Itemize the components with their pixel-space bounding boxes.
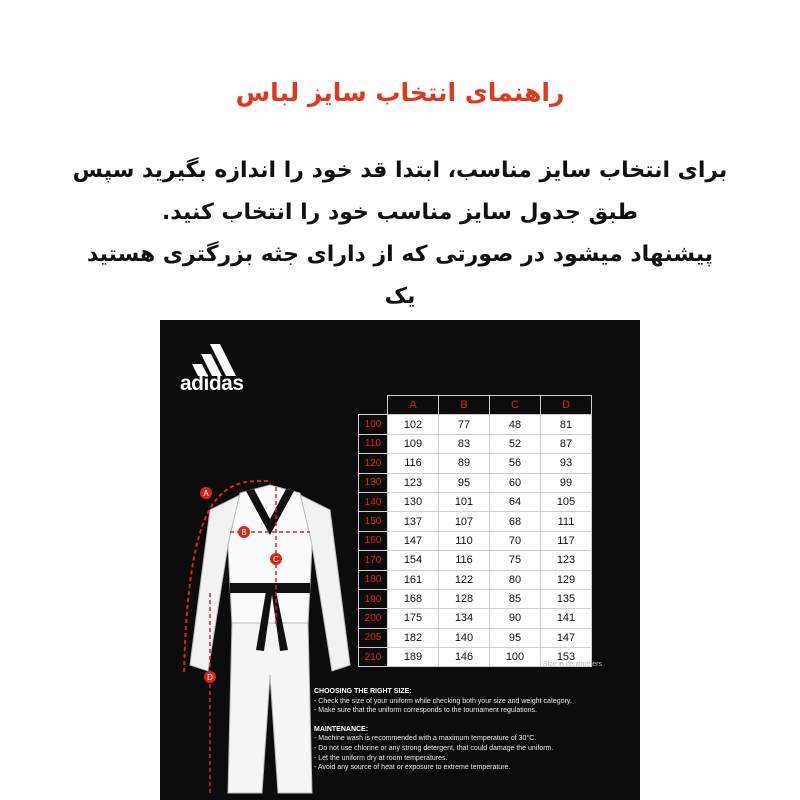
size-label: 100 — [359, 415, 388, 434]
table-cell: 129 — [541, 570, 592, 589]
table-cell: 52 — [490, 434, 541, 453]
table-row — [359, 454, 592, 473]
table-cell: 182 — [388, 628, 439, 647]
table-cell: 140 — [439, 628, 490, 647]
size-label: 110 — [359, 434, 388, 453]
measure-label-b: B — [241, 528, 247, 537]
table-cell: 161 — [388, 570, 439, 589]
measure-label-c: C — [273, 555, 279, 564]
table-cell: 89 — [439, 454, 490, 473]
table-cell: 189 — [388, 648, 439, 667]
table-cell: 154 — [388, 551, 439, 570]
table-cell: 175 — [388, 609, 439, 628]
page-title: راهنمای انتخاب سایز لباس — [235, 78, 565, 107]
size-label: 210 — [359, 648, 388, 667]
note-item: - Make sure that the uniform corresponds to the tournament regulations. — [314, 707, 537, 715]
table-cell: 116 — [439, 551, 490, 570]
table-cell: 80 — [490, 570, 541, 589]
table-cell: 56 — [490, 454, 541, 473]
table-cell: 102 — [388, 415, 439, 434]
table-cell: 95 — [439, 473, 490, 492]
table-row — [359, 492, 592, 511]
note-item: - Do not use chlorine or any strong detergent, that could damage the uniform. — [314, 744, 554, 752]
note-item: - Avoid any source of heat or exposure to extreme temperature. — [314, 764, 511, 772]
table-cell: 107 — [439, 512, 490, 531]
table-cell: 135 — [541, 589, 592, 608]
instruction-line: برای انتخاب سایز مناسب، ابتدا قد خود را اندازه بگیرید سپس — [72, 158, 728, 183]
instruction-line: طبق جدول سایز مناسب خود را انتخاب کنید. — [161, 200, 639, 225]
size-label: 120 — [359, 454, 388, 473]
table-cell: 75 — [490, 551, 541, 570]
size-label: 205 — [359, 628, 388, 647]
table-cell: 48 — [490, 415, 541, 434]
table-row — [359, 551, 592, 570]
table-cell: 90 — [490, 609, 541, 628]
note-item: - Machine wash is recommended with a maximum temperature of 30°C. — [314, 735, 537, 743]
table-cell: 99 — [541, 473, 592, 492]
table-cell: 93 — [541, 454, 592, 473]
table-cell: 111 — [541, 512, 592, 531]
table-cell: 60 — [490, 473, 541, 492]
table-cell: 128 — [439, 589, 490, 608]
table-cell: 110 — [439, 531, 490, 550]
size-label: 140 — [359, 492, 388, 511]
table-cell: 153 — [541, 648, 592, 667]
table-cell: 100 — [490, 648, 541, 667]
table-cell: 123 — [541, 551, 592, 570]
table-cell: 68 — [490, 512, 541, 531]
table-cell: 87 — [541, 434, 592, 453]
unit-note: Size in centimeters — [542, 661, 602, 668]
table-cell: 123 — [388, 473, 439, 492]
table-cell: 64 — [490, 492, 541, 511]
size-label: 180 — [359, 570, 388, 589]
choosing-heading: CHOOSING THE RIGHT SIZE: — [314, 688, 412, 695]
table-row — [359, 473, 592, 492]
table-cell: 147 — [541, 628, 592, 647]
table-cell: 83 — [439, 434, 490, 453]
table-cell: 146 — [439, 648, 490, 667]
size-label: 130 — [359, 473, 388, 492]
table-row — [359, 628, 592, 647]
table-cell: 105 — [541, 492, 592, 511]
table-cell: 77 — [439, 415, 490, 434]
care-notes — [314, 687, 634, 773]
table-cell: 122 — [439, 570, 490, 589]
table-cell: 109 — [388, 434, 439, 453]
column-header: C — [490, 396, 541, 415]
table-row — [359, 434, 592, 453]
size-label: 160 — [359, 531, 388, 550]
maintenance-heading: MAINTENANCE: — [314, 725, 369, 733]
brand-wordmark: adidas — [180, 372, 244, 395]
table-row — [359, 589, 592, 608]
measure-label-a: A — [203, 489, 209, 498]
table-cell: 117 — [541, 531, 592, 550]
table-cell: 147 — [388, 531, 439, 550]
column-header: A — [388, 396, 439, 415]
table-cell: 116 — [388, 454, 439, 473]
table-cell: 137 — [388, 512, 439, 531]
table-cell: 168 — [388, 589, 439, 608]
size-label: 170 — [359, 551, 388, 570]
table-row — [359, 512, 592, 531]
note-item: - Check the size of your uniform while checking both your size and weight category. — [314, 697, 572, 705]
table-cell: 85 — [490, 589, 541, 608]
table-header-row — [359, 396, 592, 415]
table-cell: 95 — [490, 628, 541, 647]
table-cell: 141 — [541, 609, 592, 628]
instruction-line: پیشنهاد میشود در صورتی که از دارای جثه بزرگتری هستید یک — [86, 242, 714, 309]
size-label: 200 — [359, 609, 388, 628]
size-label: 150 — [359, 512, 388, 531]
note-item: - Let the uniform dry at room temperatures. — [314, 754, 448, 762]
table-row — [359, 415, 592, 434]
size-label: 190 — [359, 589, 388, 608]
column-header: B — [439, 396, 490, 415]
size-table — [358, 395, 592, 667]
table-cell: 101 — [439, 492, 490, 511]
measure-label-d: D — [207, 673, 213, 682]
size-chart-image — [160, 320, 640, 800]
table-row — [359, 570, 592, 589]
table-cell: 134 — [439, 609, 490, 628]
column-header: D — [541, 396, 592, 415]
table-row — [359, 531, 592, 550]
table-corner — [359, 396, 388, 415]
table-cell: 130 — [388, 492, 439, 511]
table-cell: 81 — [541, 415, 592, 434]
table-cell: 70 — [490, 531, 541, 550]
table-row — [359, 609, 592, 628]
